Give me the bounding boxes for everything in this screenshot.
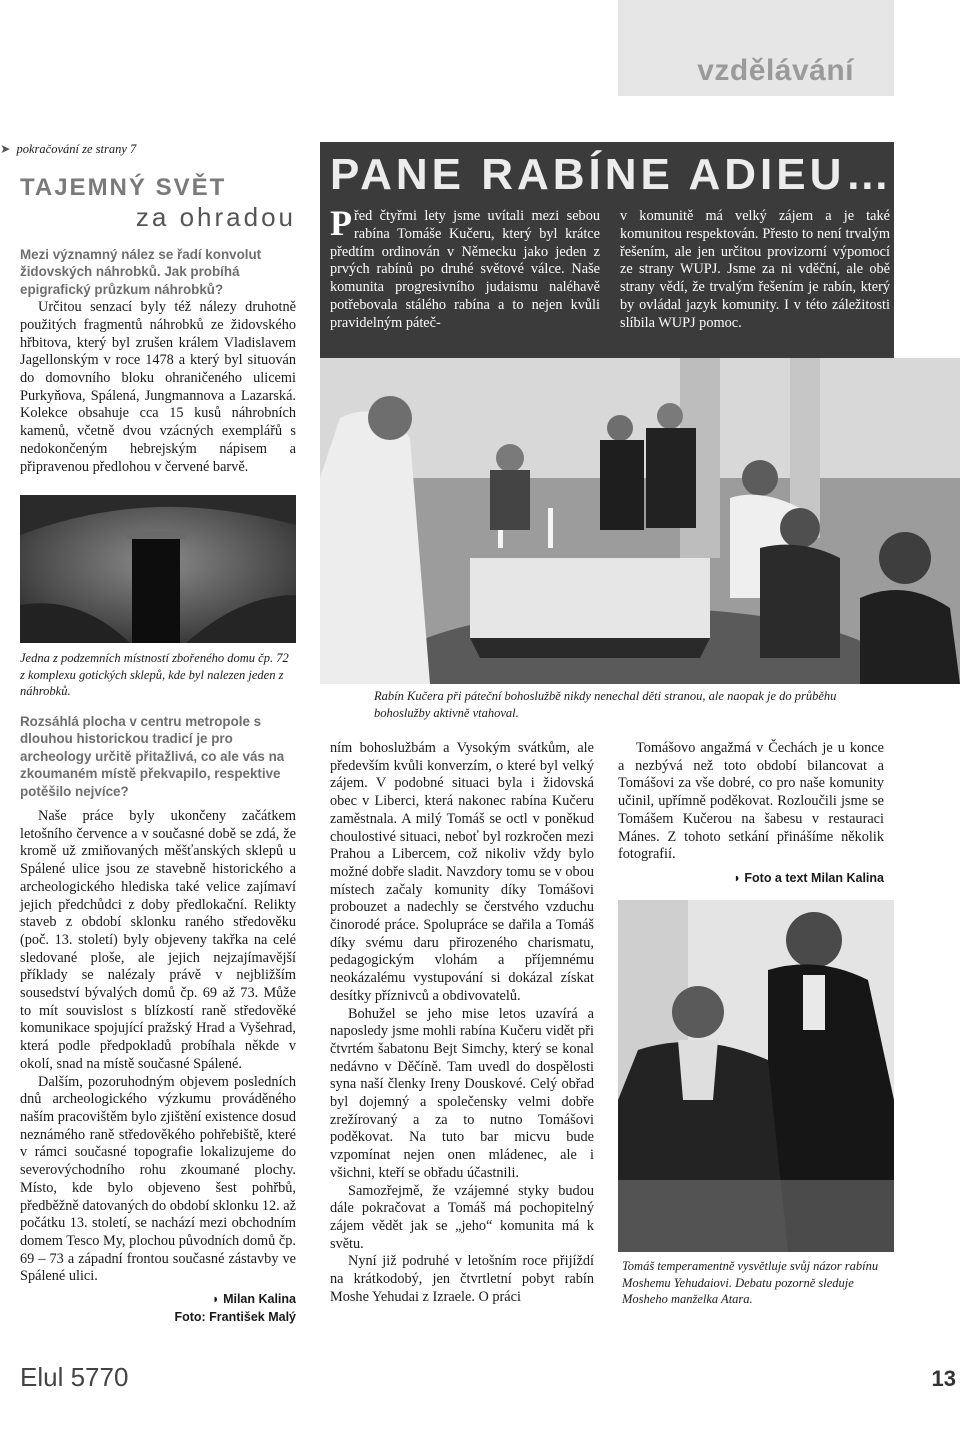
signature-name: Milan Kalina: [223, 1292, 296, 1307]
debate-photo-caption: Tomáš temperamentně vysvětluje svůj názor rabínu Moshemu Yehudaiovi. Debatu pozorně sleduje Mosheho manželka Atara.: [622, 1259, 879, 1306]
section-title: vzdělávání: [697, 54, 854, 87]
left-main-text: [20, 713, 296, 1326]
byline-text: Foto a text Milan Kalina: [744, 870, 884, 885]
interview-answer: [20, 808, 296, 1286]
signature: [20, 1290, 296, 1308]
paragraph: Tomášovo angažmá v Čechách je u konce a nezbývá než toto období bilancovat a Tomášovi za vše dobré, co pro naše komunity učinil, upřímně poděkovat. Rozloučili jsme se Tomášem Kučerou na šabesu v restauraci Mánes. Z tohoto setkání přinášíme několik fotografií.: [618, 740, 884, 863]
paragraph: Samozřejmě, že vzájemné styky budou dále pokračovat a Tomáš má pochopitelný zájem vědět jak se „jeho“ komunita má k světu.: [330, 1182, 594, 1252]
continued-text: pokračování ze strany 7: [16, 142, 137, 156]
paragraph: Dalším, pozoruhodným objevem posledních dnů archeologického výzkumu prováděného naším pracovištěm bylo zjištění existence dosud neznámého raně středověkého pohřebiště, které v rámci současné topografie lokalizujeme do severovýchodního rohu zkoumané plochy. Místo, kde bylo objeveno šest pohřbů, předběžně datovaných do období sklonku 12. až počátku 13. století, se nachází mezi obchodním domem Tesco My, plochou původních domů čp. 69 – 73 a západní frontou současné zástavby ve Spálené ulici.: [20, 1073, 296, 1285]
paragraph: Naše práce byly ukončeny začátkem letošního července a v současné době se zdá, že kromě už zmiňovaných měšťanských sklepů u Spálené ulice jsou ze stavebně historického a archeologického hlediska také velice zajímaví jejich předchůdci z doby předlokační. Relikty staveb z období sklonku raného středověku (poč. 13. století) byly objeveny takřka na celé sledované ploše, ale jejich nejzajímavější příklady se nalézaly právě v nejbližším sousedství bývalých domů čp. 69 až 73. Může to mít souvislost s blízkostí raně středověké komunikace spojující pražský Hrad a Vyšehrad, která podle předpokladů probíhala někde v okolí, snad na místě současné Spálené.: [20, 808, 296, 1072]
photo-credit: Foto: František Malý: [174, 1310, 296, 1325]
byline: [618, 869, 884, 887]
intro-column-2: v komunitě má velký zájem a je také komunitou respektován. Přesto to není trvalým řešením, ale jen určitou provizorní výpomocí ze strany WUPJ. Jsme za ni vděční, ale obě strany vědí, že trvalým řešením je rabín, který by ovládal jazyk komunity. I v této záležitosti slíbila WUPJ pomoc.: [620, 208, 890, 331]
debate-photo: [618, 900, 894, 1252]
article-banner: [320, 142, 894, 358]
intro-paragraph: [20, 299, 296, 476]
debate-illustration: [618, 900, 894, 1252]
paragraph: Nyní již podruhé v letošním roce přijíždí na krátkodobý, jen čtvrtletní pobyt rabín Moshe Yehudai z Izraele. O práci: [330, 1253, 594, 1305]
article-headline: PANE RABÍNE ADIEU…: [330, 150, 894, 199]
left-intro: [20, 246, 296, 476]
article-column-a: [330, 740, 594, 1307]
cellar-photo: [20, 495, 296, 643]
article-subtitle: za ohradou: [135, 202, 296, 232]
arrow-icon: ➤: [0, 142, 11, 156]
article-column-b: [618, 740, 884, 887]
intro-column-1: [330, 203, 600, 333]
paragraph: ním bohoslužbám a Vysokým svátkům, ale především kvůli konverzím, o které byl velký zájem. V podobné situaci byla i židovská obec v Liberci, která nakonec rabína Kučeru zaměstnala. A milý Tomáš se octl v poněkud choulostivé situaci, neboť byl rozkročen mezi Prahou a Libercem, což nikoliv vždy bylo možné dobře sladit. Navzdory tomu se v obou místech začaly komunity díky Tomášovi probouzet a nadechly se čerstvého vzduchu činorodé práce. Spolupráce se dařila a Tomáš díky svému daru přirozeného charismatu, pedagogickým vlohám a příjemnému neokázalému vystupování si dokázal získat desítky příznivců a obdivovatelů.: [330, 740, 594, 1004]
issue-label: Elul 5770: [20, 1362, 129, 1392]
cellar-illustration: [20, 495, 296, 643]
intro-text: řed čtyřmi lety jsme uvítali mezi sebou rabína Tomáše Kučeru, který byl krátce předtím ordinován v Německu jako jeden z prvých rabínů po druhé světové válce. Naše komunita progresivního judaismu naléhavě potřebovala stálého rabína a to nejen kvůli pravidelným páteč-: [330, 208, 600, 331]
interview-question-2: Rozsáhlá plocha v centru metropole s dlouhou historickou tradicí je pro archeology určitě přitažlivá, co ale vás na zkoumaném místě překvapilo, respektive potěšilo nejvíce?: [20, 714, 285, 799]
service-photo-caption: Rabín Kučera při páteční bohoslužbě nikdy nenechal děti stranou, ale naopak je do průběhu bohoslužby aktivně vtahoval.: [374, 689, 837, 720]
triangle-icon: ◗: [212, 1292, 224, 1307]
service-illustration: [320, 358, 960, 684]
service-photo: [320, 358, 960, 684]
cellar-photo-caption: Jedna z podzemních místností zbořeného domu čp. 72 z komplexu gotických sklepů, kde byl nalezen jeden z náhrobků.: [20, 651, 289, 698]
drop-cap: P: [330, 203, 352, 243]
section-header: [618, 0, 894, 96]
paragraph: Bohužel se jeho mise letos uzavírá a naposledy jsme mohli rabína Kučeru vidět při čtvrtém šabatonu Bejt Simchy, který se konal nedávno v Děčíně. Tam uvedl do dospělosti syna naší členky Ireny Douskové. Celý obřad byl dojemný a společensky velmi dobře zrežírovaný a za to nutno Tomášovi poděkovat. Na tuto bar micvu bude vzpomínat nejen onen mládenec, ale i všichni, kteří se obřadu účastnili.: [330, 1005, 594, 1181]
interview-question: Mezi významný nález se řadí konvolut židovských náhrobků. Jak probíhá epigrafický průzkum náhrobků?: [20, 247, 262, 297]
page-number: 13: [931, 1366, 956, 1391]
continued-note: [0, 141, 136, 157]
article-title: TAJEMNÝ SVĚT: [20, 174, 227, 201]
paragraph: Určitou senzací byly též nálezy druhotně použitých fragmentů náhrobků ze židovského hřbitova, který byl zrušen králem Vladislavem Jagellonským v roce 1478 a který byl situován do domovního bloku ohraničeného ulicemi Purkyňova, Spálená, Jungmannova a Lazarská. Kolekce obsahuje cca 15 kusů náhrobních kamenů, včetně dvou vzácných exemplářů s nedokončeným hebrejským nápisem a připravenou předlohou v červené barvě.: [20, 299, 296, 475]
triangle-icon: ◗: [733, 870, 745, 885]
